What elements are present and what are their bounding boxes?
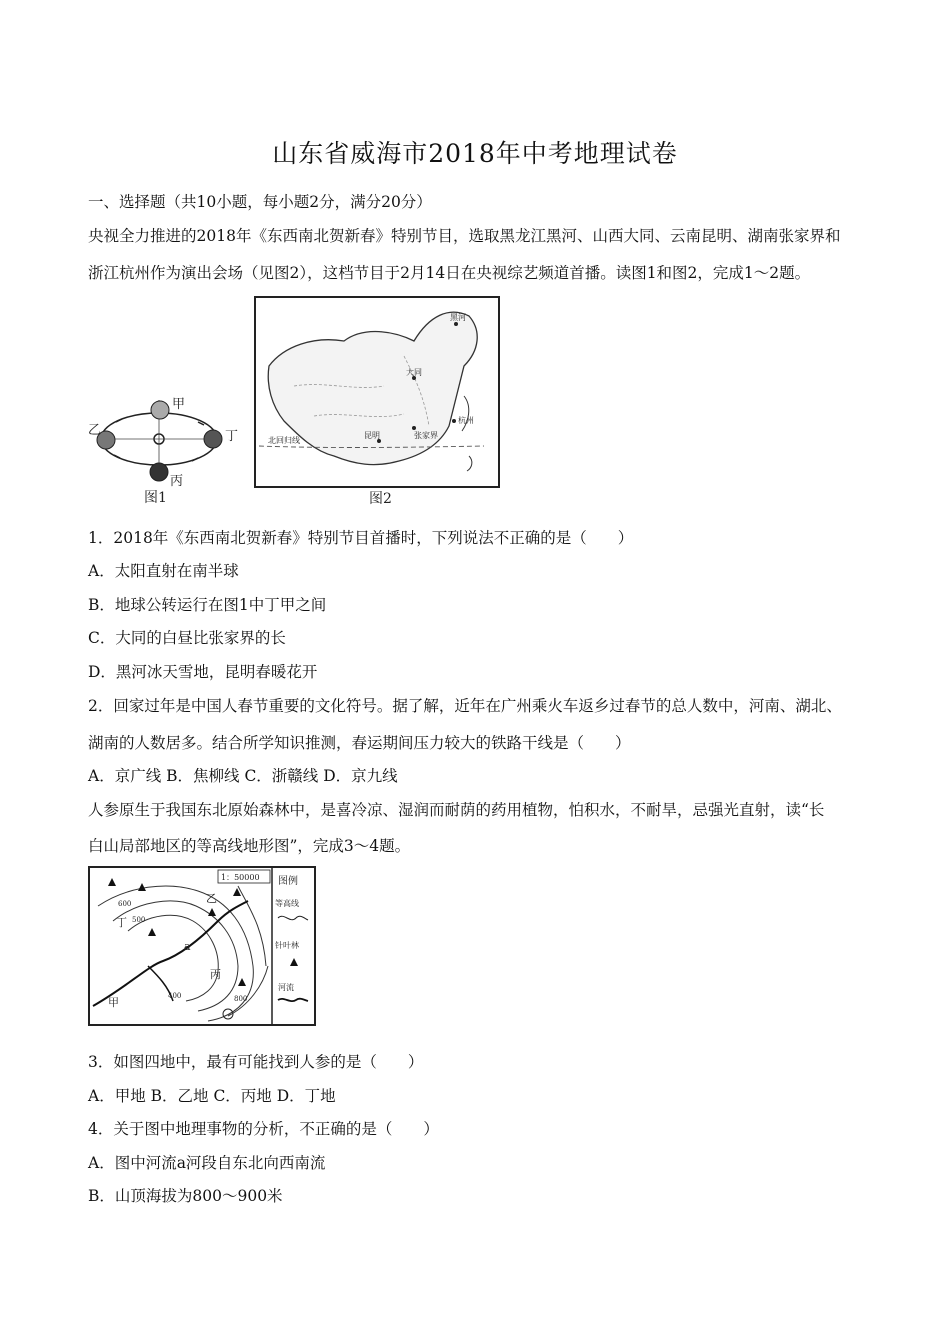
fig3-river-a: a: [184, 940, 191, 953]
fig2-place-heihe: 黑河: [450, 313, 466, 322]
q4-stem: 4．关于图中地理事物的分析，不正确的是（ ）: [88, 1120, 439, 1138]
q2-stem-1: 2．回家过年是中国人春节重要的文化符号。据了解，近年在广州乘火车返乡过春节的总人数中，河南、湖北、: [88, 697, 842, 715]
intro2-line-2: 白山局部地区的等高线地形图”，完成3～4题。: [88, 837, 411, 855]
q4-option-a: A．图中河流a河段自东北向西南流: [88, 1154, 326, 1172]
q1-option-d: D．黑河冰天雪地，昆明春暖花开: [88, 663, 318, 681]
fig1-pos-bing: 丙: [170, 474, 184, 489]
figure-3-contour-map: [88, 866, 316, 1028]
fig3-place-yi: 乙: [206, 892, 217, 905]
fig2-caption: 图2: [369, 491, 392, 507]
q2-stem-2: 湖南的人数居多。结合所学知识推测，春运期间压力较大的铁路干线是（ ）: [88, 734, 631, 752]
fig2-place-hangzhou: 杭州: [458, 416, 474, 425]
section-heading: 一、选择题（共10小题，每小题2分，满分20分）: [88, 193, 432, 211]
fig3-place-ding: 丁: [116, 916, 127, 929]
fig1-caption: 图1: [144, 490, 167, 506]
fig3-contour-600: 600: [118, 900, 132, 908]
fig2-place-datong: 大同: [406, 368, 422, 377]
fig3-legend-title: 图例: [278, 876, 298, 887]
q3-options: A．甲地 B．乙地 C．丙地 D．丁地: [88, 1087, 336, 1105]
fig3-place-jia: 甲: [108, 996, 119, 1009]
q3-stem: 3．如图四地中，最有可能找到人参的是（ ）: [88, 1053, 424, 1071]
intro-line-2: 浙江杭州作为演出会场（见图2），这档节目于2月14日在央视综艺频道首播。读图1和图2，完成1～2题。: [88, 264, 811, 282]
q1-option-b: B．地球公转运行在图1中丁甲之间: [88, 596, 327, 614]
fig3-legend-forest: 针叶林: [275, 941, 299, 950]
fig1-pos-jia: 甲: [172, 397, 186, 412]
fig3-contour-400: 400: [168, 992, 182, 1000]
q2-options: A．京广线 B．焦柳线 C．浙赣线 D．京九线: [88, 767, 398, 785]
fig3-scale: 1：50000: [221, 873, 260, 882]
fig1-pos-yi: 乙: [88, 423, 102, 438]
fig3-contour-500: 500: [132, 916, 146, 924]
fig3-contour-800: 800: [234, 995, 248, 1003]
fig1-pos-ding: 丁: [225, 429, 239, 444]
fig3-legend-contour: 等高线: [275, 899, 299, 908]
q1-option-a: A．太阳直射在南半球: [88, 562, 239, 580]
fig2-tropic-line: 北回归线: [268, 436, 300, 445]
fig3-legend-river: 河流: [278, 983, 294, 992]
fig2-place-zhangjiajie: 张家界: [414, 431, 438, 440]
fig2-place-kunming: 昆明: [364, 431, 380, 440]
intro2-line-1: 人参原生于我国东北原始森林中，是喜冷凉、湿润而耐荫的药用植物，怕积水，不耐旱，忌强光直射，读“长: [88, 801, 825, 819]
q1-option-c: C．大同的白昼比张家界的长: [88, 629, 286, 647]
intro-line-1: 央视全力推进的2018年《东西南北贺新春》特别节目，选取黑龙江黑河、山西大同、云南昆明、湖南张家界和: [88, 227, 841, 245]
page-title: 山东省威海市2018年中考地理试卷: [272, 139, 678, 168]
figure-1-orbit: [86, 392, 239, 506]
q4-option-b: B．山顶海拔为800～900米: [88, 1187, 283, 1205]
figure-2-map: [254, 296, 500, 506]
fig3-place-bing: 丙: [210, 968, 221, 981]
q1-stem: 1．2018年《东西南北贺新春》特别节目首播时，下列说法不正确的是（ ）: [88, 529, 634, 547]
